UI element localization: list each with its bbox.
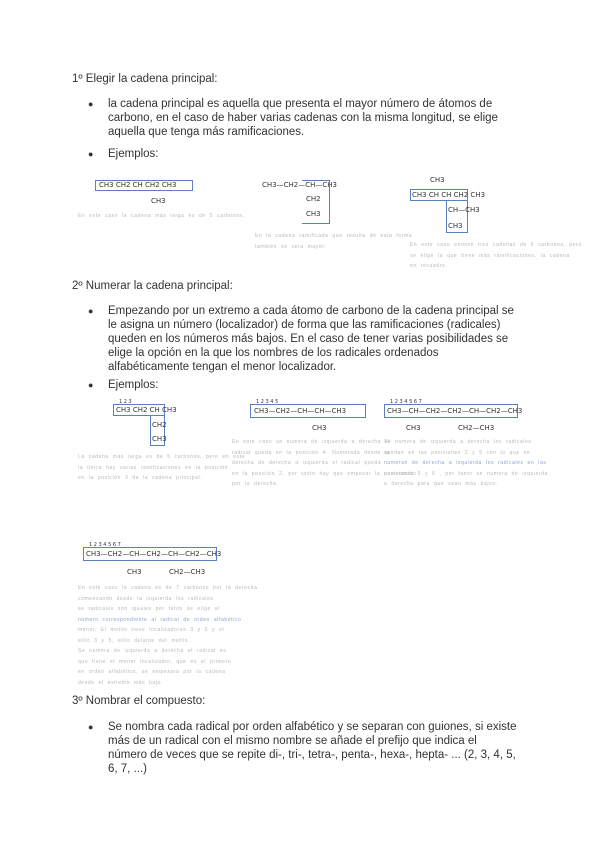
locants: 1 2 3 4 5 6 7 xyxy=(89,542,121,548)
caption-1-3: En este caso existen tres cadenas de 6 carbonos, pero se elige la que tiene más ramificaciones, la cadena en recuadro. xyxy=(410,242,582,269)
section3-bullet-text: Se nombra cada radical por orden alfabético y se separan con guiones, si existe más de un radical con el mismo nombre se añade el prefijo que indica el número de veces que se repite di-, tri-, tetra-, penta-, hexa-, hepta- ... (2, 3, 4, 5, 6, 7, ...) xyxy=(108,721,517,775)
radical: CH3 xyxy=(152,435,167,443)
bullet-icon: ● xyxy=(88,99,94,109)
radical: CH2 xyxy=(152,421,167,429)
main-chain: CH3—CH2—CH—CH3 xyxy=(262,181,337,189)
examples-label: Ejemplos: xyxy=(108,379,159,391)
section2-heading: 2º Numerar la cadena principal: xyxy=(72,280,233,292)
main-chain: CH3 CH2 CH CH2 CH3 xyxy=(99,181,177,189)
examples-label: Ejemplos: xyxy=(108,148,159,160)
bullet-icon: ● xyxy=(88,149,94,159)
main-chain: CH3 CH CH CH2 CH3 xyxy=(412,191,486,199)
caption-2-3: Se numera de izquierda a derecha los radicales quedan en las posiciones 2 y 5 con lo que se numeran de derecha a izquierda los radicales en las posiciones 3 y 6 , por tanto se numera de izquierda a derecha para que sean más bajos. xyxy=(384,439,549,487)
formula-2-2 xyxy=(250,400,370,434)
section3-heading: 3º Nombrar el compuesto: xyxy=(72,695,206,707)
locants: 1 2 3 xyxy=(119,399,132,405)
formula-2-3 xyxy=(384,400,524,434)
formula-2-1 xyxy=(113,400,193,448)
bullet-icon: ● xyxy=(88,722,94,732)
caption-1-1: En este caso la cadena más larga es de 5 carbonos. xyxy=(78,213,245,219)
main-chain: CH3—CH2—CH—CH2—CH—CH2—CH3 xyxy=(86,550,222,558)
main-chain: CH3 CH2 CH CH3 xyxy=(116,406,177,414)
main-chain: CH3—CH2—CH—CH—CH3 xyxy=(254,407,347,415)
radical: CH3 xyxy=(448,222,463,230)
caption-1-2: En la cadena ramificada que resulta de esta forma también se vera mayor. xyxy=(255,233,413,250)
locants: 1 2 3 4 5 xyxy=(256,399,279,405)
radical: CH3 xyxy=(127,568,142,576)
radical: CH3 xyxy=(430,176,445,184)
formula-1-3 xyxy=(410,176,520,234)
bullet-icon: ● xyxy=(88,380,94,390)
formula-1-1 xyxy=(95,180,205,208)
caption-2-4: En este caso la cadena es de 7 carbonos por la derecha comenzando desde la izquierda los radicales se radicales son iguales por tanto se elige el número correspondiente al radical de orden alfabético menor. El metilo tiene localizadores 3 y 5 y el etilo 3 y 5, etilo delante del metilo. Se numera de izquierda a derecha el radical es que tiene el menor localizador, que es el primero en orden alfabético, se empezará por la cadena desde el extremo más bajo. xyxy=(78,585,258,686)
caption-2-2: En este caso se numera de izquierda a derecha el radical queda en la posición 4. Numerada desde la derecha de derecha a izquierda el radical queda en la posición 2, por tanto hay que empezar la numeración por la derecha. xyxy=(232,439,417,487)
radical: CH2—CH3 xyxy=(169,568,206,576)
formula-2-4 xyxy=(83,543,223,579)
bullet-icon: ● xyxy=(88,306,94,316)
radical: CH3 xyxy=(306,210,321,218)
caption-2-1: La cadena más larga es de 5 carbonos, pero en este la única hay varias ramificaciones en la posición en la posición 3 de la cadena principal. xyxy=(78,454,246,481)
main-chain: CH3—CH—CH2—CH2—CH—CH2—CH3 xyxy=(387,407,523,415)
locants: 1 2 3 4 5 6 7 xyxy=(390,399,422,405)
formula-1-2 xyxy=(262,180,342,225)
radical: CH3 xyxy=(151,197,166,205)
radical: CH3 xyxy=(406,424,421,432)
section2-bullet-text: Empezando por un extremo a cada átomo de carbono de la cadena principal se le asigna un número (localizador) de forma que las ramificaciones (radicales) queden en los números más bajos. En el caso de tener varias posibilidades se elige la opción en la que los nombres de los radicales ordenados alfabéticamente tengan el menor localizador. xyxy=(108,305,514,373)
section1-bullet-text: la cadena principal es aquella que presenta el mayor número de átomos de carbono, en el caso de haber varias cadenas con la misma longitud, se elige aquella que tenga más ramificaciones. xyxy=(108,98,498,138)
radical: CH2 xyxy=(306,195,321,203)
radical: CH3 xyxy=(312,424,327,432)
radical: CH2—CH3 xyxy=(458,424,495,432)
section1-heading: 1º Elegir la cadena principal: xyxy=(72,73,218,85)
radical: CH—CH3 xyxy=(448,206,480,214)
